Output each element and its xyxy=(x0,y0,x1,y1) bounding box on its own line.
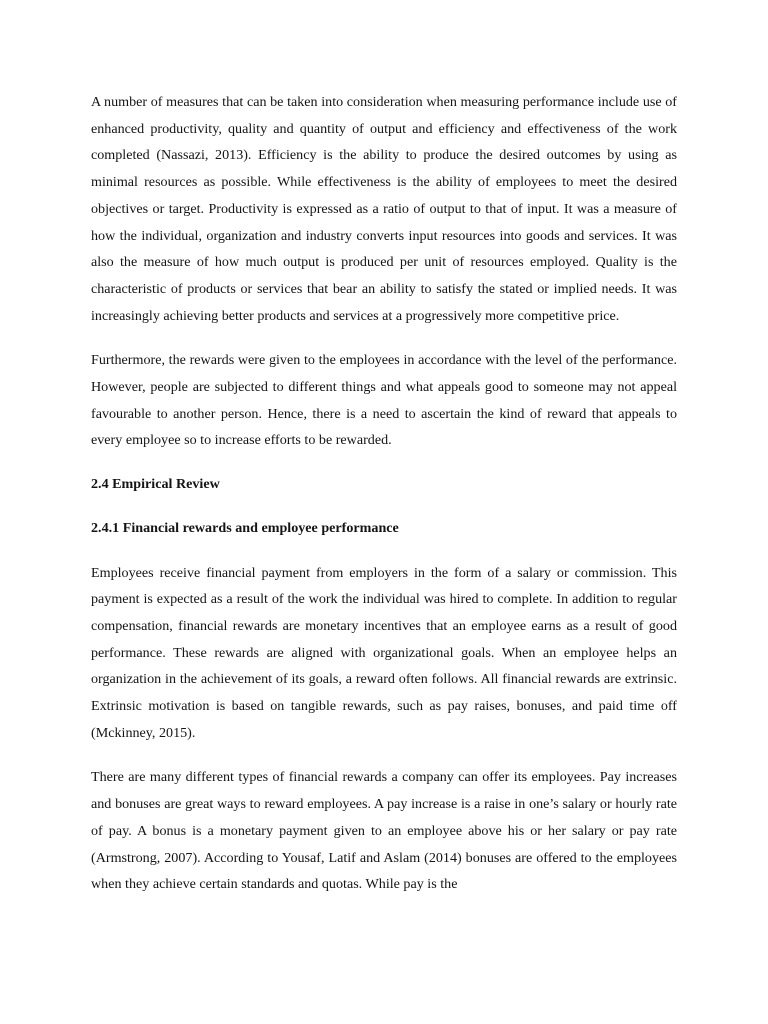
body-paragraph-rewards: Furthermore, the rewards were given to the employees in accordance with the level of the performance. However, people are subjected to different things and what appeals good to someone may not appeal favourable to another person. Hence, there is a need to ascertain the kind of reward that appeals to every employee so to increase efforts to be rewarded. xyxy=(91,352,677,449)
body-paragraph-reward-types: There are many different types of financial rewards a company can offer its employees. Pay increases and bonuses are great ways to reward employees. A pay increase is a raise in one’s salary or hourly rate of pay. A bonus is a monetary payment given to an employee above his or her salary or pay rate (Armstrong, 2007). According to Yousaf, Latif and Aslam (2014) bonuses are offered to the employees when they achieve certain standards and quotas. While pay is the xyxy=(91,769,677,893)
section-heading: 2.4 Empirical Review xyxy=(91,476,220,493)
body-paragraph-measures: A number of measures that can be taken into consideration when measuring performance include use of enhanced productivity, quality and quantity of output and efficiency and effectiveness of the work completed (Nassazi, 2013). Efficiency is the ability to produce the desired outcomes by using as minimal resources as possible. While effectiveness is the ability of employees to meet the desired objectives or target. Productivity is expressed as a ratio of output to that of input. It was a measure of how the individual, organization and industry converts input resources into goods and services. It was also the measure of how much output is produced per unit of resources employed. Quality is the characteristic of products or services that bear an ability to satisfy the stated or implied needs. It was increasingly achieving better products and services at a progressively more competitive price. xyxy=(91,94,677,324)
body-paragraph-financial-payment: Employees receive financial payment from employers in the form of a salary or commission. This payment is expected as a result of the work the individual was hired to complete. In addition to regular compensation, financial rewards are monetary incentives that an employee earns as a result of good performance. These rewards are aligned with organizational goals. When an employee helps an organization in the achievement of its goals, a reward often follows. All financial rewards are extrinsic. Extrinsic motivation is based on tangible rewards, such as pay raises, bonuses, and paid time off (Mckinney, 2015). xyxy=(91,564,677,741)
subsection-heading: 2.4.1 Financial rewards and employee performance xyxy=(91,519,399,536)
document-page xyxy=(91,89,677,898)
